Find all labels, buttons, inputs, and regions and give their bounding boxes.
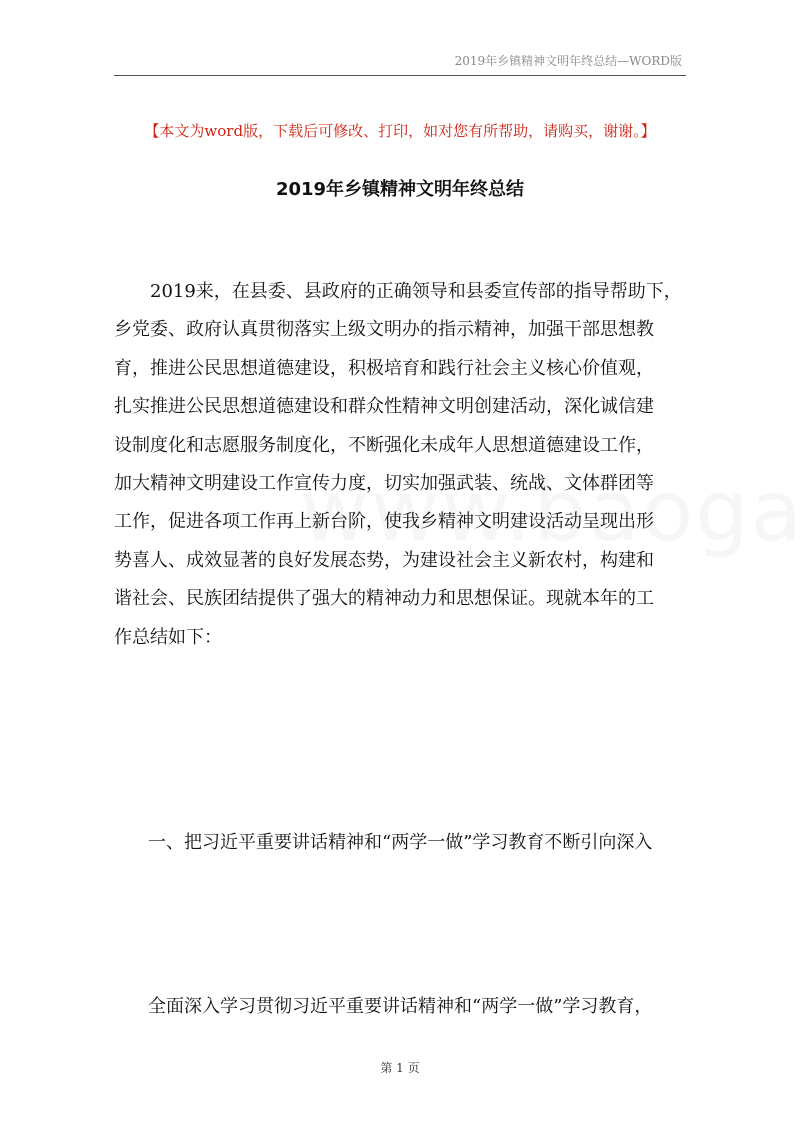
paragraph-line: 工作，促进各项工作再上新台阶，使我乡精神文明建设活动呈现出形	[114, 511, 654, 533]
section-heading-1: 一、把习近平重要讲话精神和“两学一做”学习教育不断引向深入	[148, 832, 653, 853]
paragraph-line: 谐社会、民族团结提供了强大的精神动力和思想保证。现就本年的工	[114, 588, 654, 610]
paragraph-line: 设制度化和志愿服务制度化，不断强化未成年人思想道德建设工作，	[114, 434, 654, 456]
intro-paragraph	[114, 280, 686, 664]
paragraph-line: 势喜人、成效显著的良好发展态势，为建设社会主义新农村，构建和	[114, 549, 654, 571]
section-1-first-line: 全面深入学习贯彻习近平重要讲话精神和“两学一做”学习教育，	[148, 996, 653, 1017]
paragraph-line: 2019来，在县委、县政府的正确领导和县委宣传部的指导帮助下，	[114, 281, 682, 302]
running-header: 2019年乡镇精神文明年终总结—WORD版	[454, 54, 682, 68]
paragraph-line: 育，推进公民思想道德建设，积极培育和践行社会主义核心价值观，	[114, 357, 654, 379]
header-rule	[114, 75, 686, 76]
paragraph-line: 乡党委、政府认真贯彻落实上级文明办的指示精神，加强干部思想教	[114, 319, 654, 341]
paragraph-line: 作总结如下：	[114, 626, 222, 648]
paragraph-line: 扎实推进公民思想道德建设和群众性精神文明创建活动，深化诚信建	[114, 396, 654, 418]
paragraph-line: 加大精神文明建设工作宣传力度，切实加强武装、统战、文体群团等	[114, 472, 654, 494]
document-title: 2019年乡镇精神文明年终总结	[275, 179, 525, 200]
page-number: 第 1 页	[380, 1061, 420, 1075]
download-notice: 【本文为word版，下载后可修改、打印，如对您有所帮助，请购买，谢谢。】	[144, 122, 656, 140]
